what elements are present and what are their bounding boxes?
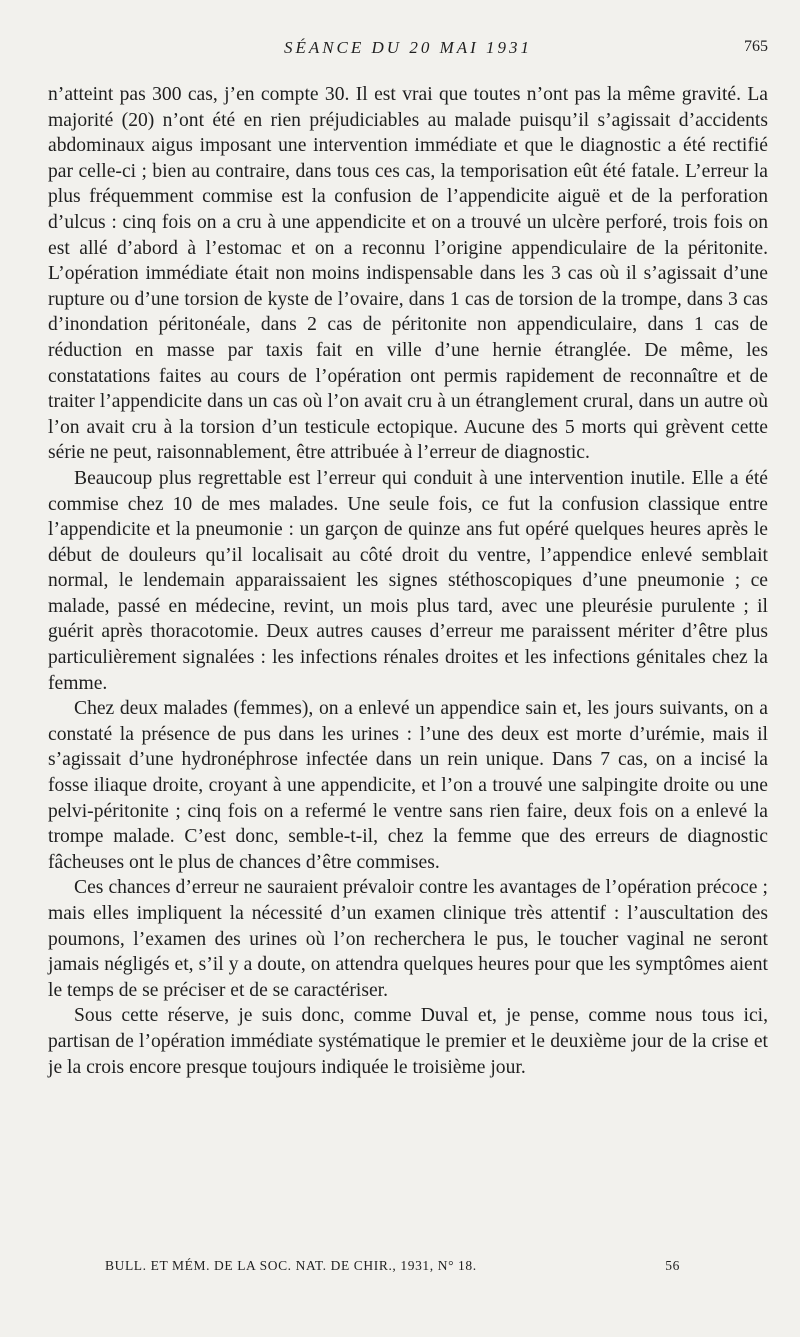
footer-sheet-number: 56 [665,1258,680,1273]
footer-citation: BULL. ET MÉM. DE LA SOC. NAT. DE CHIR., 1931, N° 18. [105,1258,477,1273]
running-title: SÉANCE DU 20 MAI 1931 [283,38,533,57]
paragraph-conclusion: Sous cette réserve, je suis donc, comme Duval et, je pense, comme nous tous ici, partisan de l’opération immédiate systématique le premier et le deuxième jour de la crise et je la crois encore presque toujours indiquée le troisième jour. [48,1005,768,1078]
paragraph-clinical-exam: Ces chances d’erreur ne sauraient prévaloir contre les avantages de l’opération précoce ; mais elles impliquent la nécessité d’un examen clinique très attentif : l’auscultation des poumons, l’examen des urines où l’on recherchera le pus, le toucher vaginal ne seront jamais négligés et, s’il y a doute, on attendra quelques heures pour que les symptômes aient le temps de se préciser et de se caractériser. [48,877,768,1001]
page-footer [105,1258,680,1280]
paragraph-female-patients: Chez deux malades (femmes), on a enlevé un appendice sain et, les jours suivants, on a constaté la présence de pus dans les urines : l’une des deux est morte d’urémie, mais il s’agissait d’une hydronéphrose infectée dans un rein unique. Dans 7 cas, on a incisé la fosse iliaque droite, croyant à une appendicite, et l’on a trouvé une salpingite droite ou une pelvi-péritonite ; cinq fois on a refermé le ventre sans rien faire, deux fois on a enlevé la trompe malade. C’est donc, semble-t-il, chez la femme que des erreurs de diagnostic fâcheuses ont le plus de chances d’être commises. [48,698,768,873]
body-text [48,82,768,1080]
running-header [48,38,768,60]
paragraph-unnecessary-intervention: Beaucoup plus regrettable est l’erreur qui conduit à une intervention inutile. Elle a été commise chez 10 de mes malades. Une seule fois, ce fut la confusion classique entre l’appendicite et la pneumonie : un garçon de quinze ans fut opéré quelques heures après le début de douleurs qu’il localisait au côté droit du ventre, l’appendice enlevé semblait normal, le lendemain apparaissaient les signes stéthoscopiques d’une pneumonie ; ce malade, passé en médecine, revint, un mois plus tard, avec une pleurésie purulente ; il guérit après thoracotomie. Deux autres causes d’erreur me paraissent mériter d’être plus particulièrement signalées : les infections rénales droites et les infections génitales chez la femme. [48,467,768,694]
paragraph-continued: n’atteint pas 300 cas, j’en compte 30. Il est vrai que toutes n’ont pas la même gravité. La majorité (20) n’ont été en rien préjudiciables au malade puisqu’il s’agissait d’accidents abdominaux aigus imposant une intervention immédiate et que le diagnostic a été rectifié par celle-ci ; bien au contraire, dans tous ces cas, la temporisation eût été fatale. L’erreur la plus fréquemment commise est la confusion de l’appendicite aiguë et de la perforation d’ulcus : cinq fois on a cru à une appendicite et on a trouvé un ulcère perforé, trois fois on est allé d’abord à l’estomac et on a reconnu l’origine appendiculaire de la péritonite. L’opération immédiate était non moins indispensable dans les 3 cas où il s’agissait d’une rupture ou d’une torsion de kyste de l’ovaire, dans 1 cas de torsion de la trompe, dans 3 cas d’inondation péritonéale, dans 2 cas de péritonite non appendiculaire, dans 1 cas de réduction en masse par taxis fait en ville d’une hernie étranglée. De même, les constatations faites au cours de l’opération ont permis rapidement de reconnaître et de traiter l’appendicite dans un cas où l’on avait cru à un étranglement crural, dans un autre où l’on avait cru à la torsion d’un testicule ectopique. Aucune des 5 morts qui grèvent cette série ne peut, raisonnablement, être attribuée à l’erreur de diagnostic. [48,84,768,464]
page-number: 765 [744,38,768,55]
